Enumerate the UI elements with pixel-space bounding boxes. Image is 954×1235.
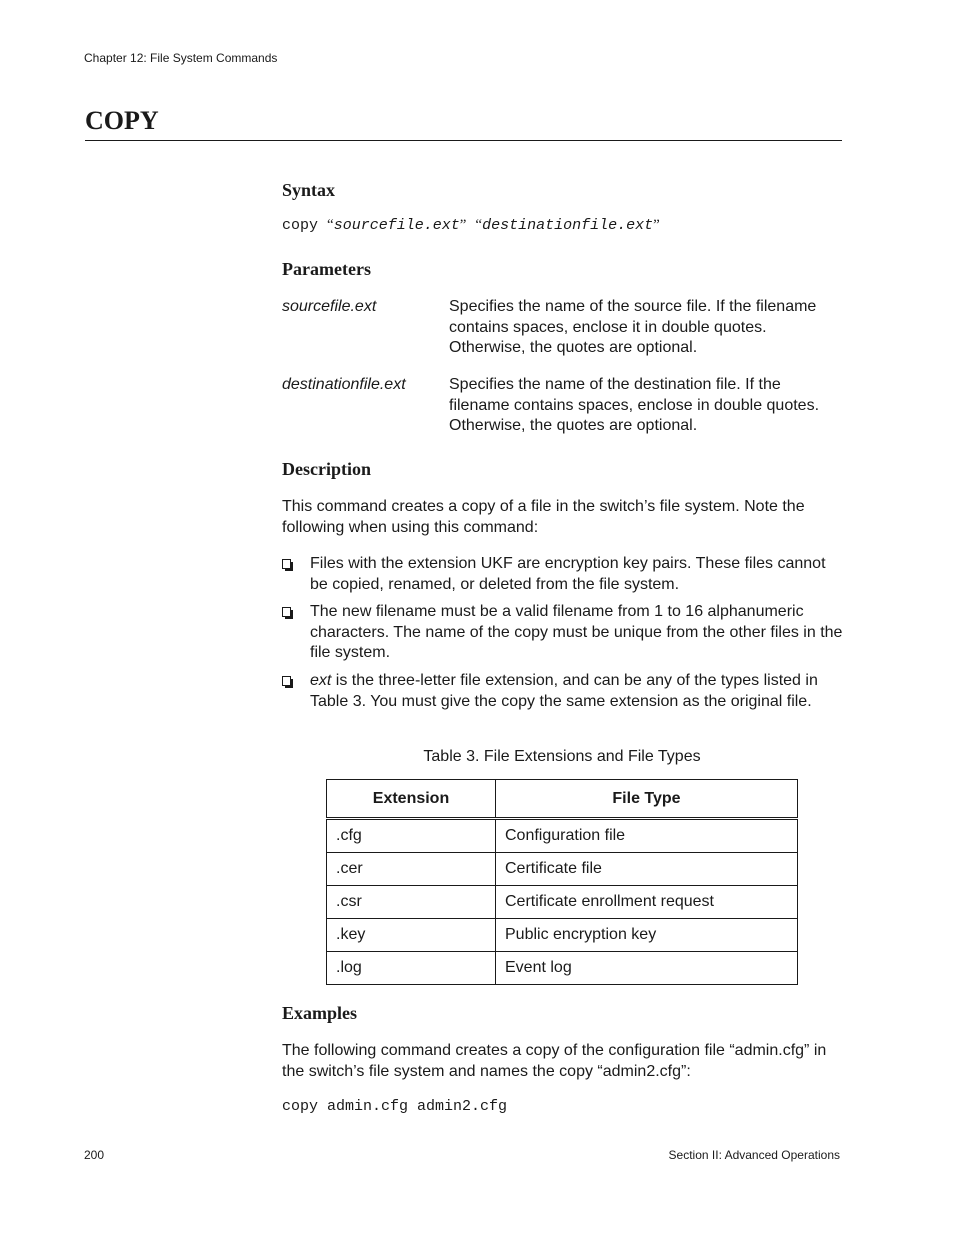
syntax-heading: Syntax: [282, 180, 336, 200]
cell-file-type: Public encryption key: [496, 919, 798, 952]
syntax-quote: “: [327, 217, 334, 233]
syntax-line: [282, 217, 660, 234]
cell-extension: .cfg: [327, 819, 496, 853]
table-row: [327, 919, 798, 952]
syntax-arg-source: sourcefile.ext: [333, 217, 460, 234]
checkbox-bullet-icon: [282, 559, 291, 569]
column-header-extension: Extension: [327, 780, 496, 819]
emphasis-ext: ext: [310, 672, 332, 689]
description-intro: This command creates a copy of a file in the switch’s file system. Note the following when using this command:: [282, 498, 805, 536]
param-description: Specifies the name of the source file. If the filename contains spaces, enclose it in double quotes. Otherwise, the quotes are optional.: [449, 298, 817, 356]
cell-extension: .cer: [327, 853, 496, 886]
examples-heading: Examples: [282, 1003, 358, 1023]
cell-extension: .log: [327, 952, 496, 985]
file-extensions-table: [326, 779, 798, 985]
list-item-text-rest: is the three-letter file extension, and can be any of the types listed in Table 3. You must give the copy the same extension as the original file.: [310, 672, 818, 710]
cell-file-type: Certificate file: [496, 853, 798, 886]
cell-file-type: Configuration file: [496, 819, 798, 853]
checkbox-bullet-icon: [282, 607, 291, 617]
param-name: destinationfile.ext: [282, 376, 406, 393]
title-rule: [85, 140, 842, 141]
table-row: [327, 853, 798, 886]
cell-extension: .key: [327, 919, 496, 952]
param-description: Specifies the name of the destination file. If the filename contains spaces, enclose in double quotes. Otherwise, the quotes are optional.: [449, 376, 820, 434]
param-name: sourcefile.ext: [282, 298, 377, 315]
syntax-quote: ”: [653, 217, 660, 233]
page-title: COPY: [85, 106, 159, 135]
syntax-quote: “: [475, 217, 483, 233]
table-caption: Table 3. File Extensions and File Types: [423, 748, 701, 765]
column-header-file-type: File Type: [496, 780, 798, 819]
table-header-row: [327, 780, 798, 819]
examples-text: The following command creates a copy of the configuration file “admin.cfg” in the switch’s file system and names the copy “admin2.cfg”:: [282, 1042, 827, 1080]
list-item-text: The new filename must be a valid filename from 1 to 16 alphanumeric characters. The name of the copy must be unique from the other files in the file system.: [310, 603, 843, 661]
running-header: Chapter 12: File System Commands: [84, 51, 278, 65]
table-row: [327, 819, 798, 853]
table-row: [327, 952, 798, 985]
list-item-text: Files with the extension UKF are encryption key pairs. These files cannot be copied, renamed, or deleted from the file system.: [310, 555, 826, 593]
list-item-text: [310, 671, 844, 712]
page-number: 200: [84, 1148, 105, 1162]
checkbox-bullet-icon: [282, 676, 291, 686]
example-command: copy admin.cfg admin2.cfg: [282, 1098, 508, 1115]
syntax-quote: ”: [459, 217, 467, 233]
table-row: [327, 886, 798, 919]
description-heading: Description: [282, 459, 371, 479]
cell-extension: .csr: [327, 886, 496, 919]
syntax-arg-destination: destinationfile.ext: [482, 217, 654, 234]
running-footer: Section II: Advanced Operations: [668, 1148, 840, 1162]
syntax-command: copy: [282, 217, 319, 234]
parameters-heading: Parameters: [282, 259, 371, 279]
cell-file-type: Certificate enrollment request: [496, 886, 798, 919]
cell-file-type: Event log: [496, 952, 798, 985]
